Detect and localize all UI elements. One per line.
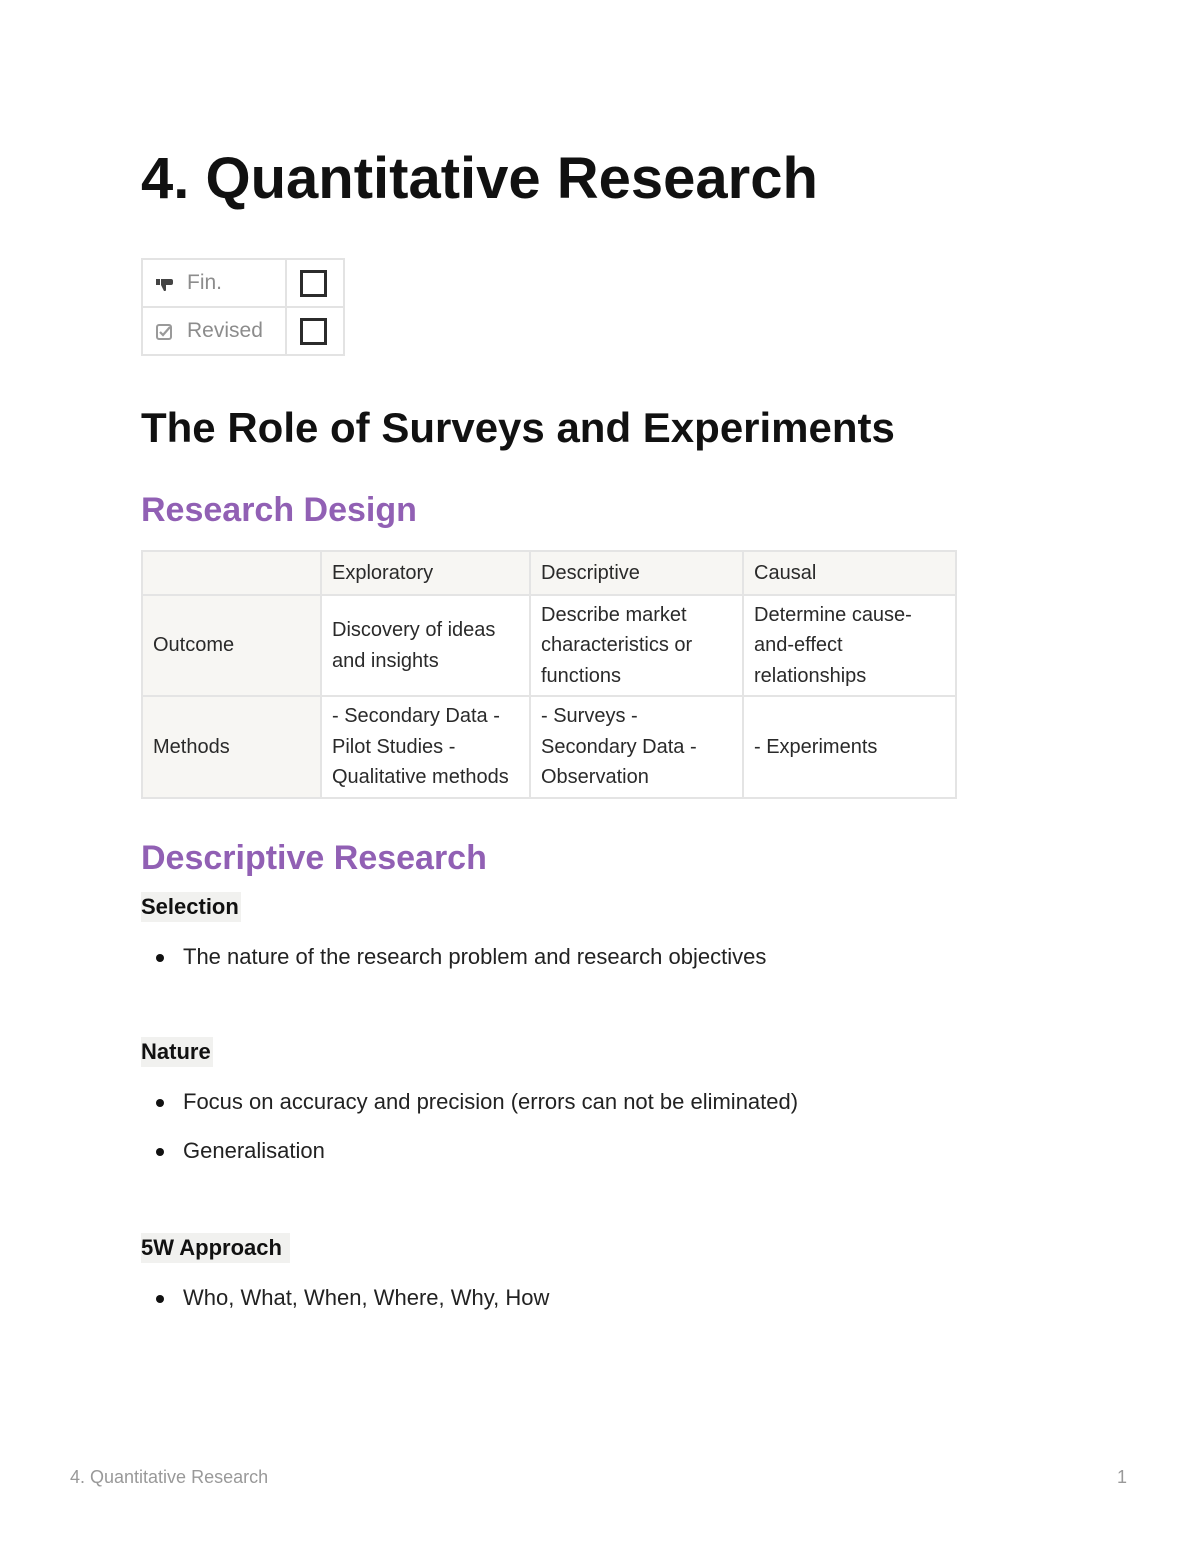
table-row xyxy=(142,595,956,696)
table-cell: - Experiments xyxy=(743,696,956,798)
section-heading: The Role of Surveys and Experiments xyxy=(141,404,895,451)
property-label-revised: Revised xyxy=(187,319,263,342)
list-item: Focus on accuracy and precision (errors can not be eliminated) xyxy=(141,1087,798,1117)
table-header-cell: Causal xyxy=(743,551,956,595)
table-cell: - Surveys - Secondary Data - Observation xyxy=(530,696,743,798)
table-row-label: Methods xyxy=(142,696,321,798)
property-label-fin: Fin. xyxy=(187,271,223,294)
properties-table xyxy=(141,258,345,356)
property-value-cell[interactable] xyxy=(286,259,344,307)
descriptive-research-heading: Descriptive Research xyxy=(141,839,487,877)
table-header-row xyxy=(142,551,956,595)
table-header-cell: Descriptive xyxy=(530,551,743,595)
table-cell: Discovery of ideas and insights xyxy=(321,595,530,696)
property-row-revised xyxy=(142,307,344,355)
nature-label: Nature xyxy=(141,1037,213,1067)
list-item: Who, What, When, Where, Why, How xyxy=(141,1283,549,1313)
revised-checkbox[interactable] xyxy=(300,318,327,345)
table-cell: Determine cause-and-effect relationships xyxy=(743,595,956,696)
table-cell: Describe market characteristics or functions xyxy=(530,595,743,696)
thumbs-down-icon xyxy=(155,273,175,293)
table-row xyxy=(142,696,956,798)
footer-title: 4. Quantitative Research xyxy=(70,1467,269,1487)
approach-label: 5W Approach xyxy=(141,1233,290,1263)
property-row-fin xyxy=(142,259,344,307)
checkbox-property-icon xyxy=(155,321,175,341)
selection-label: Selection xyxy=(141,892,241,922)
table-header-cell xyxy=(142,551,321,595)
list-item: The nature of the research problem and research objectives xyxy=(141,942,766,972)
research-design-heading: Research Design xyxy=(141,491,417,529)
approach-list xyxy=(141,1283,549,1332)
table-cell: - Secondary Data - Pilot Studies - Qualitative methods xyxy=(321,696,530,798)
table-row-label: Outcome xyxy=(142,595,321,696)
page-title: 4. Quantitative Research xyxy=(141,146,818,211)
property-key-cell xyxy=(142,259,286,307)
selection-list xyxy=(141,942,766,991)
fin-checkbox[interactable] xyxy=(300,270,327,297)
page-number: 1 xyxy=(1117,1467,1128,1487)
property-key-cell xyxy=(142,307,286,355)
nature-list xyxy=(141,1087,798,1185)
research-design-table xyxy=(141,550,957,799)
property-value-cell[interactable] xyxy=(286,307,344,355)
list-item: Generalisation xyxy=(141,1136,798,1166)
table-header-cell: Exploratory xyxy=(321,551,530,595)
